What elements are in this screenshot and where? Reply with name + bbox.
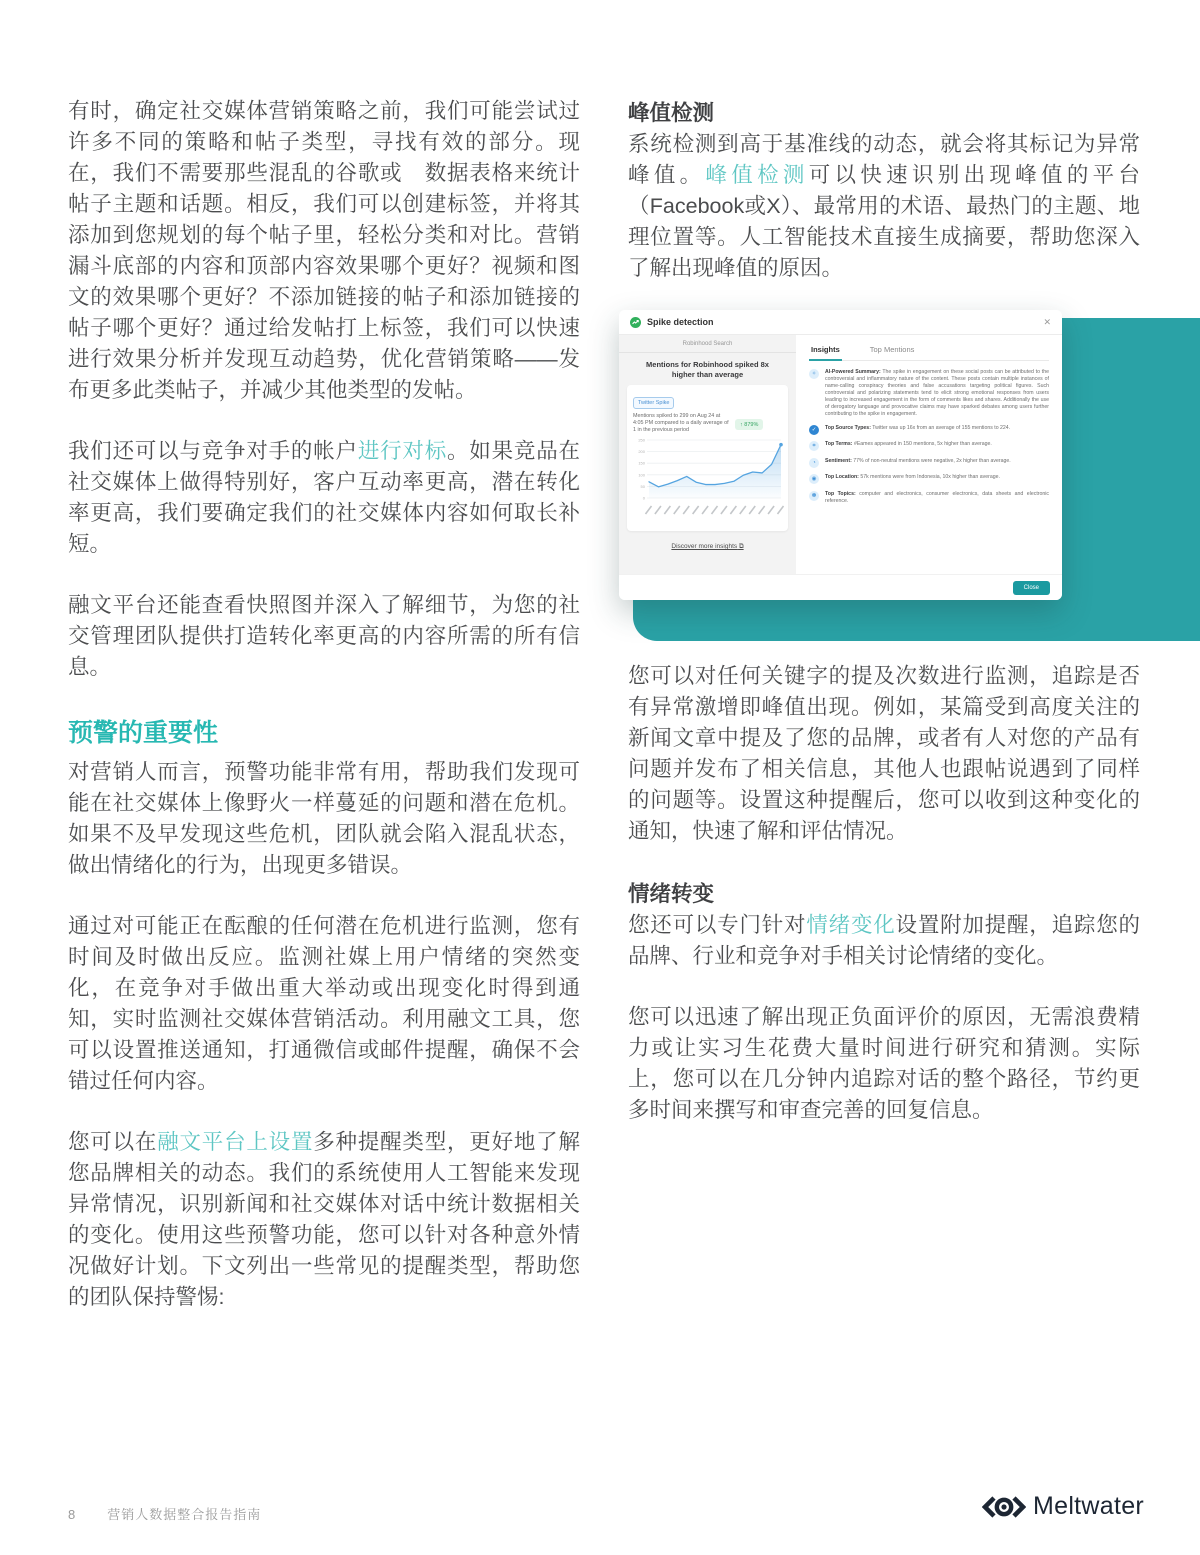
paragraph: 您可以迅速了解出现正负面评价的原因，无需浪费精力或让实习生花费大量时间进行研究和猜测。实际上，您可以在几分钟内追踪对话的整个路径，节约更多时间来撰写和审查完善的回复信息。 bbox=[628, 1005, 1140, 1122]
percent-change-pill: ↑ 879% bbox=[735, 419, 763, 430]
paragraph: 融文平台还能查看快照图并深入了解细节，为您的社交管理团队提供打造转化率更高的内容所需的所有信息。 bbox=[68, 593, 580, 679]
insight-item bbox=[809, 458, 1049, 468]
page-number: 8 bbox=[68, 1507, 76, 1522]
meltwater-logo bbox=[982, 1492, 1144, 1521]
insight-item bbox=[809, 425, 1049, 435]
topics-icon: ✽ bbox=[809, 491, 819, 501]
insight-item bbox=[809, 474, 1049, 484]
section-heading-sentiment-shift: 情绪转变 bbox=[628, 882, 715, 906]
insight-text: Top Terms: #Eames appeared in 150 mentions, 5x higher than average. bbox=[825, 441, 992, 447]
discover-insights-label: Discover more insights bbox=[671, 543, 738, 550]
meltwater-mark-icon bbox=[982, 1493, 1026, 1521]
paragraph-text: 您可以在 bbox=[68, 1130, 158, 1154]
terms-icon: ⌗ bbox=[809, 441, 819, 451]
spike-trend-icon bbox=[630, 317, 641, 328]
modal-title: Spike detection bbox=[647, 317, 714, 327]
close-button[interactable]: Close bbox=[1013, 581, 1050, 595]
paragraph: 您可以对任何关键字的提及次数进行监测，追踪是否有异常激增即峰值出现。例如，某篇受到高度关注的新闻文章中提及了您的品牌，或者有人对您的产品有问题并发布了相关信息，其他人也跟帖说遇到了同样的问题等。设置这种提醒后，您可以收到这种变化的通知，快速了解和评估情况。 bbox=[628, 664, 1140, 843]
spike-detection-modal bbox=[619, 310, 1062, 600]
tab-top-mentions[interactable]: Top Mentions bbox=[869, 345, 915, 354]
paragraph bbox=[68, 1127, 580, 1313]
insight-item bbox=[809, 491, 1049, 505]
paragraph-text: 多种提醒类型，更好地了解您品牌相关的动态。我们的系统使用人工智能来发现异常情况，识别新闻和社交媒体对话中统计数据相关的变化。使用这些预警功能，您可以针对各种意外情况做好计划。下文列出一些常见的提醒类型，帮助您的团队保持警惕: bbox=[68, 1130, 580, 1309]
paragraph-text: 系统检测到高于基准线的动态，就会将其标记为异常峰值。 bbox=[628, 132, 1140, 187]
svg-text:100: 100 bbox=[638, 472, 645, 478]
spike-description: Mentions spiked to 299 on Aug 24 at 4:05 PM compared to a daily average of 1 in the previous period bbox=[633, 413, 729, 433]
spike-description-row bbox=[633, 413, 782, 434]
paragraph: 对营销人而言，预警功能非常有用，帮助我们发现可能在社交媒体上像野火一样蔓延的问题和潜在危机。如果不及早发现这些危机，团队就会陷入混乱状态，做出情绪化的行为，出现更多错误。 bbox=[68, 760, 580, 877]
insight-text: Top Topics: computer and electronics, consumer electronics, data sheets and electronic reference. bbox=[825, 490, 1049, 504]
benchmark-link[interactable]: 进行对标 bbox=[357, 439, 448, 463]
mentions-line-chart bbox=[633, 434, 788, 522]
insight-text: Top Location: 57k mentions were from Indonesia, 10x higher than average. bbox=[825, 474, 1000, 480]
paragraph-text: 您还可以专门针对 bbox=[628, 913, 807, 937]
footer-document-title: 营销人数据整合报告指南 bbox=[107, 1507, 262, 1522]
modal-tabs bbox=[809, 341, 1049, 361]
modal-body bbox=[619, 335, 1062, 574]
paragraph-text: 设置附加提醒，追踪您的品牌、行业和竞争对手相关讨论情绪的变化。 bbox=[628, 913, 1140, 968]
page-footer bbox=[68, 1504, 261, 1523]
spike-headline: Mentions for Robinhood spiked 8x higher than average bbox=[646, 360, 769, 379]
spike-card bbox=[627, 385, 788, 531]
paragraph bbox=[628, 910, 1140, 972]
brand-wordmark: Meltwater bbox=[1033, 1492, 1145, 1520]
right-column-bottom bbox=[628, 661, 1140, 1126]
paragraph-text: 可以快速识别出现峰值的平台（Facebook或X）、最常用的术语、最热门的主题、地理位置等。人工智能技术直接生成摘要，帮助您深入了解出现峰值的原因。 bbox=[628, 163, 1140, 280]
insight-text: Top Source Types: Twitter was up 16x from an average of 155 mentions to 224. bbox=[825, 424, 1011, 431]
modal-left-panel bbox=[619, 335, 796, 574]
platform-setup-link[interactable]: 融文平台上设置 bbox=[157, 1130, 314, 1154]
insight-item bbox=[809, 441, 1049, 451]
tab-insights[interactable]: Insights bbox=[809, 341, 842, 361]
close-icon[interactable]: ✕ bbox=[1043, 316, 1051, 327]
insight-item bbox=[809, 369, 1049, 418]
insight-text: AI-Powered Summary: The spike in engagement on these social posts can be attributed to the controversial and inflammatory nature of the content. These posts contain multiple instances of name-calling conspiracy theories and false accusations targeting political figures. Such controversial and polarizing statements tend to elicit strong emotional responses from users leading to increased engagement in the form of comments likes and shares. Additionally the use of derogatory language and provocative claims may have sparked debates among users further contributing to the spike in engagement. bbox=[825, 369, 1049, 417]
left-column bbox=[68, 96, 580, 1313]
paragraph bbox=[68, 436, 580, 560]
paragraph: 通过对可能正在酝酿的任何潜在危机进行监测，您有时间及时做出反应。监测社媒上用户情绪的突然变化，在竞争对手做出重大举动或出现变化时得到通知，实时监测社交媒体营销活动。利用融文工具，您可以设置推送通知，打通微信或邮件提醒，确保不会错过任何内容。 bbox=[68, 914, 580, 1093]
svg-text:150: 150 bbox=[638, 460, 645, 466]
paragraph-text: 。如果竞品在社交媒体上做得特别好，客户互动率更高，潜在转化率更高，我们要确定我们的社交媒体内容如何取长补短。 bbox=[68, 439, 580, 556]
section-heading-spike-detection: 峰值检测 bbox=[628, 101, 715, 125]
location-icon: ◉ bbox=[809, 474, 819, 484]
discover-insights-link[interactable] bbox=[671, 543, 743, 551]
section-heading-alerts: 预警的重要性 bbox=[68, 719, 219, 747]
insight-text: Sentiment: 77% of non-neutral mentions were negative, 2x higher than average. bbox=[825, 457, 1011, 464]
search-name: Robinhood Search bbox=[619, 335, 796, 353]
right-column-top bbox=[628, 96, 1140, 284]
svg-text:0: 0 bbox=[642, 495, 645, 501]
spike-detection-link[interactable]: 峰值检测 bbox=[705, 163, 809, 187]
paragraph bbox=[628, 129, 1140, 284]
paragraph: 有时，确定社交媒体营销策略之前，我们可能尝试过许多不同的策略和帖子类型，寻找有效的部分。现在，我们不需要那些混乱的谷歌或 数据表格来统计帖子主题和话题。相反，我们可以创建标签，并将其添加到您规划的每个帖子里，轻松分类和对比。营销漏斗底部的内容和顶部内容效果哪个更好？视频和图文的效果哪个更好？不添加链接的帖子和添加链接的帖子哪个更好？通过给发帖打上标签，我们可以快速进行效果分析并发现互动趋势，优化营销策略——发布更多此类帖子，并减少其他类型的发帖。 bbox=[68, 99, 580, 402]
external-link-icon: ⧉ bbox=[738, 543, 744, 550]
paragraph-text: 我们还可以与竞争对手的帐户 bbox=[68, 439, 358, 463]
twitter-spike-badge: Twitter Spike bbox=[633, 397, 674, 409]
modal-header bbox=[619, 310, 1062, 335]
modal-footer bbox=[619, 574, 1062, 600]
check-icon: ✓ bbox=[809, 425, 819, 435]
svg-text:250: 250 bbox=[638, 437, 645, 443]
insights-list bbox=[809, 369, 1049, 505]
sentiment-icon: ◔ bbox=[809, 458, 819, 468]
sentiment-change-link[interactable]: 情绪变化 bbox=[806, 913, 896, 937]
sparkle-icon: ✧ bbox=[809, 369, 819, 379]
svg-text:50: 50 bbox=[640, 483, 645, 489]
svg-text:200: 200 bbox=[638, 449, 645, 455]
modal-right-panel bbox=[796, 335, 1062, 574]
